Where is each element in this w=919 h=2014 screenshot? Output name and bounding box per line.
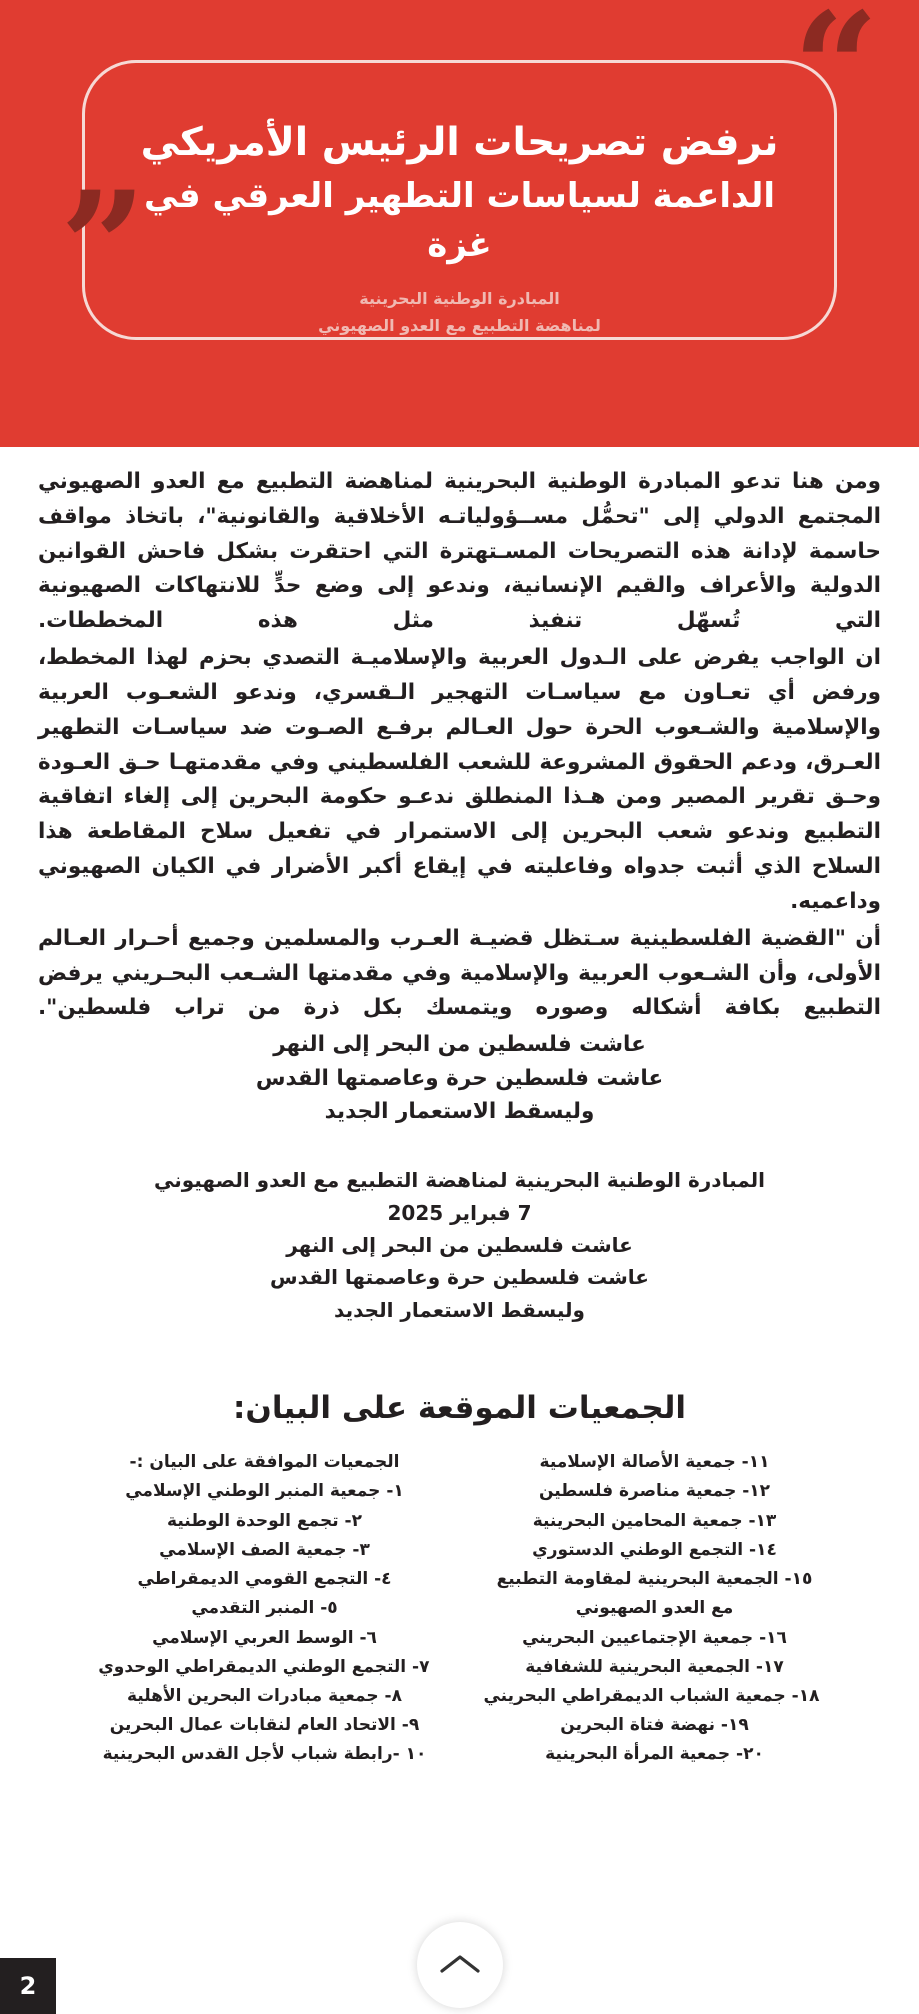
hero-title-line1: نرفض تصريحات الرئيس الأمريكي: [140, 120, 779, 165]
chevron-up-icon: [438, 1950, 482, 1980]
slogan-line: عاشت فلسطين حرة وعاصمتها القدس: [255, 1065, 664, 1091]
statement-body: [0, 447, 919, 1770]
hero-banner: [0, 0, 919, 447]
list-item: ٩- الاتحاد العام لنقابات عمال البحرين: [109, 1715, 420, 1736]
list-item: ١٧- الجمعية البحرينية للشفافية: [525, 1656, 784, 1677]
scroll-to-top-button[interactable]: [417, 1922, 503, 2008]
list-item: ٨- جمعية مبادرات البحرين الأهلية: [126, 1686, 402, 1707]
quote-open-icon: “: [792, 0, 879, 156]
signature-date: 7 فبراير 2025: [387, 1200, 532, 1225]
list-item: ١٣- جمعية المحامين البحرينية: [532, 1510, 777, 1531]
list-item: ٥- المنبر التقدمي: [191, 1598, 338, 1619]
page-number-badge: 2: [0, 1958, 56, 2014]
list-item: ١- جمعية المنبر الوطني الإسلامي: [125, 1481, 404, 1502]
statement-paragraph-1: ومن هنا تدعو المبادرة الوطنية البحرينية لمناهضة التطبيع مع العدو الصهيوني المجتمع الدولي إلى "تحمُّل مســؤولياتـه الأخلاقية والقانونية"، باتخاذ مواقف حاسمة لإدانة هذه التصريحات المسـتهترة التي احتقرت بشكل فاحش القوانين الدولية والأعراف والقيم الإنسانية، وندعو إلى وضع حدٍّ للانتهاكات الصهيونية التي تُسهّل تنفيذ مثل هذه المخططات.: [38, 469, 881, 634]
signatories-column-right: [100, 1448, 430, 1770]
hero-title-line2: الداعمة لسياسات التطهير العرقي في غزة: [143, 175, 776, 265]
list-item: ١٦- جمعية الإجتماعيين البحريني: [522, 1627, 787, 1648]
statement-paragraph-3: أن "القضية الفلسطينية سـتظل قضيـة العـرب والمسلمين وجميع أحـرار العـالم الأولى، وأن الشـعوب العربية والإسلامية وفي مقدمتها الشـعب البحـريني يرفض التطبيع بكافة أشكاله وصوره ويتمسك بكل ذرة من تراب فلسطين".: [38, 925, 881, 1021]
slogans-block: [38, 1028, 881, 1128]
signature-organization: المبادرة الوطنية البحرينية لمناهضة التطبيع مع العدو الصهيوني: [153, 1168, 766, 1193]
signature-block: [38, 1164, 881, 1326]
page-title: [110, 115, 809, 270]
signature-slogan: عاشت فلسطين من البحر إلى النهر: [286, 1232, 633, 1257]
list-item: ١١- جمعية الأصالة الإسلامية: [539, 1452, 770, 1473]
list-item: ١٨- جمعية الشباب الديمقراطي البحريني: [483, 1686, 820, 1707]
statement-paragraph-2: ان الواجب يفرض على الـدول العربية والإسلاميـة التصدي بحزم لهذا المخطط، ورفض أي تعـاون مع سياسـات التهجير الـقسري، وندعو الشعـوب العربية والإسلامية والشـعوب الحرة حول العـالم برفـع الصـوت ضد سياسـات التطهير العـرق، ودعم الحقوق المشروعة للشعب الفلسطيني وفي مقدمتهـا حـق العـودة وحـق تقرير المصير ومن هـذا المنطلق ندعـو حكومة البحرين إلى إلغاء اتفاقية التطبيع وندعو شعب البحرين إلى الاستمرار في تفعيل سلاح المقاطعة هذا السلاح الذي أثبت جدواه وفاعليته في إيقاع أكبر الأضرار في الكيان الصهيوني وداعميه.: [38, 645, 881, 914]
list-item: ١٠ -رابطة شباب لأجل القدس البحرينية: [102, 1744, 427, 1765]
list-item: ١٩- نهضة فتاة البحرين: [560, 1715, 749, 1736]
hero-credit-line1: المبادرة الوطنية البحرينية: [359, 288, 560, 308]
list-item: ٦- الوسط العربي الإسلامي: [152, 1627, 377, 1648]
hero-credit-line2: لمناهضة التطبيع مع العدو الصهيوني: [318, 315, 601, 335]
quote-close-icon: ”: [60, 159, 147, 335]
signature-slogan: عاشت فلسطين حرة وعاصمتها القدس: [270, 1265, 649, 1290]
list-item: ١٤- التجمع الوطني الدستوري: [532, 1539, 777, 1560]
list-item: ٤- التجمع القومي الديمقراطي: [137, 1569, 392, 1590]
slogan-line: وليسقط الاستعمار الجديد: [324, 1098, 595, 1124]
list-item: ٧- التجمع الوطني الديمقراطي الوحدوي: [98, 1656, 430, 1677]
signature-slogan: وليسقط الاستعمار الجديد: [334, 1297, 585, 1322]
list-item: ٣- جمعية الصف الإسلامي: [159, 1539, 370, 1560]
list-item: ٢- تجمع الوحدة الوطنية: [167, 1510, 362, 1531]
signatories-heading: الجمعيات الموقعة على البيان:: [232, 1390, 687, 1427]
list-item: ٢٠- جمعية المرأة البحرينية: [545, 1744, 764, 1765]
hero-credit: [0, 285, 919, 339]
signatories-intro: الجمعيات الموافقة على البيان :-: [129, 1452, 400, 1473]
signatories-columns: [38, 1448, 881, 1770]
list-item: ١٥- الجمعية البحرينية لمقاومة التطبيع: [496, 1569, 813, 1590]
list-item: ١٢- جمعية مناصرة فلسطين: [538, 1481, 771, 1502]
signatories-column-left: [483, 1448, 820, 1770]
list-item-continuation: مع العدو الصهيوني: [575, 1598, 734, 1619]
slogan-line: عاشت فلسطين من البحر إلى النهر: [273, 1032, 646, 1058]
